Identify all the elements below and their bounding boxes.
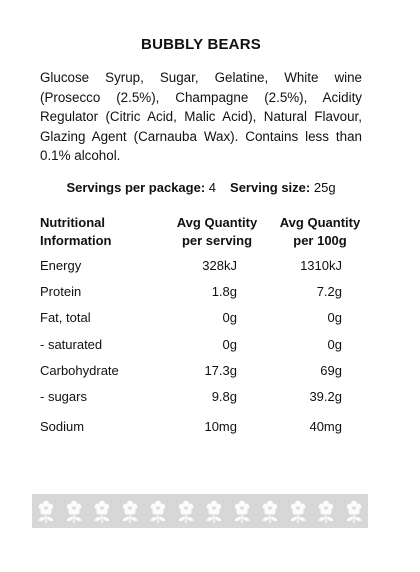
serving-size-value: 25g xyxy=(313,180,336,195)
nutrient-name: Energy xyxy=(40,258,82,273)
nutrient-name: Fat, total xyxy=(40,310,91,325)
flower-icon xyxy=(234,501,250,524)
per-100g-value: 69g xyxy=(320,363,342,378)
per-serving-value: 17.3g xyxy=(204,363,237,378)
product-title: BUBBLY BEARS xyxy=(141,36,261,53)
serving-size-label: Serving size: xyxy=(230,180,311,195)
header-per100-line1: Avg Quantity xyxy=(279,215,361,230)
flower-icon xyxy=(150,501,166,524)
header-per100-line2: per 100g xyxy=(293,233,347,248)
header-per-100g xyxy=(276,214,364,250)
nutrient-name: Protein xyxy=(40,284,82,299)
per-serving-value: 9.8g xyxy=(211,389,237,404)
flower-icon xyxy=(206,501,222,524)
flower-icon xyxy=(38,501,54,524)
flower-icon xyxy=(122,501,138,524)
per-100g-value: 1310kJ xyxy=(300,258,342,273)
nutrient-name: - sugars xyxy=(40,389,87,404)
header-serving-line1: Avg Quantity xyxy=(176,215,258,230)
servings-line xyxy=(40,180,362,195)
table-row xyxy=(40,310,362,330)
servings-per-package-label: Servings per package: xyxy=(66,180,206,195)
per-100g-value: 0g xyxy=(327,310,342,325)
servings-per-package-value: 4 xyxy=(208,180,217,195)
per-100g-value: 39.2g xyxy=(309,389,342,404)
table-row xyxy=(40,419,362,439)
per-serving-value: 0g xyxy=(222,310,237,325)
per-100g-value: 7.2g xyxy=(316,284,342,299)
per-serving-value: 0g xyxy=(222,337,237,352)
per-serving-value: 10mg xyxy=(204,419,237,434)
header-label-line1: Nutritional xyxy=(40,215,105,230)
flower-pattern xyxy=(32,494,368,528)
flower-icon xyxy=(290,501,306,524)
header-nutritional-information xyxy=(40,214,160,250)
flower-icon xyxy=(346,501,362,524)
header-serving-line2: per serving xyxy=(181,233,253,248)
flower-icon xyxy=(66,501,82,524)
table-row xyxy=(40,337,362,357)
header-label-line2: Information xyxy=(40,233,112,248)
flower-icon xyxy=(318,501,334,524)
per-serving-value: 1.8g xyxy=(211,284,237,299)
decorative-border xyxy=(32,494,368,528)
nutrient-name: Sodium xyxy=(40,419,85,434)
flower-icon xyxy=(178,501,194,524)
nutrition-label xyxy=(40,0,362,572)
table-row xyxy=(40,258,362,278)
per-serving-value: 328kJ xyxy=(202,258,237,273)
header-per-serving xyxy=(164,214,270,250)
ingredients-text: Glucose Syrup, Sugar, Gelatine, White wine (Prosecco (2.5%), Champagne (2.5%), Acidity Regulator (Citric Acid, Malic Acid), Natural Flavour, Glazing Agent (Carnauba Wax). Contains less than 0.1% alcohol. xyxy=(40,70,362,163)
flower-icon xyxy=(262,501,278,524)
table-row xyxy=(40,363,362,383)
flower-icon xyxy=(94,501,110,524)
table-row xyxy=(40,284,362,304)
table-row xyxy=(40,389,362,409)
per-100g-value: 40mg xyxy=(309,419,342,434)
nutrient-name: Carbohydrate xyxy=(40,363,119,378)
nutrient-name: - saturated xyxy=(40,337,103,352)
per-100g-value: 0g xyxy=(327,337,342,352)
